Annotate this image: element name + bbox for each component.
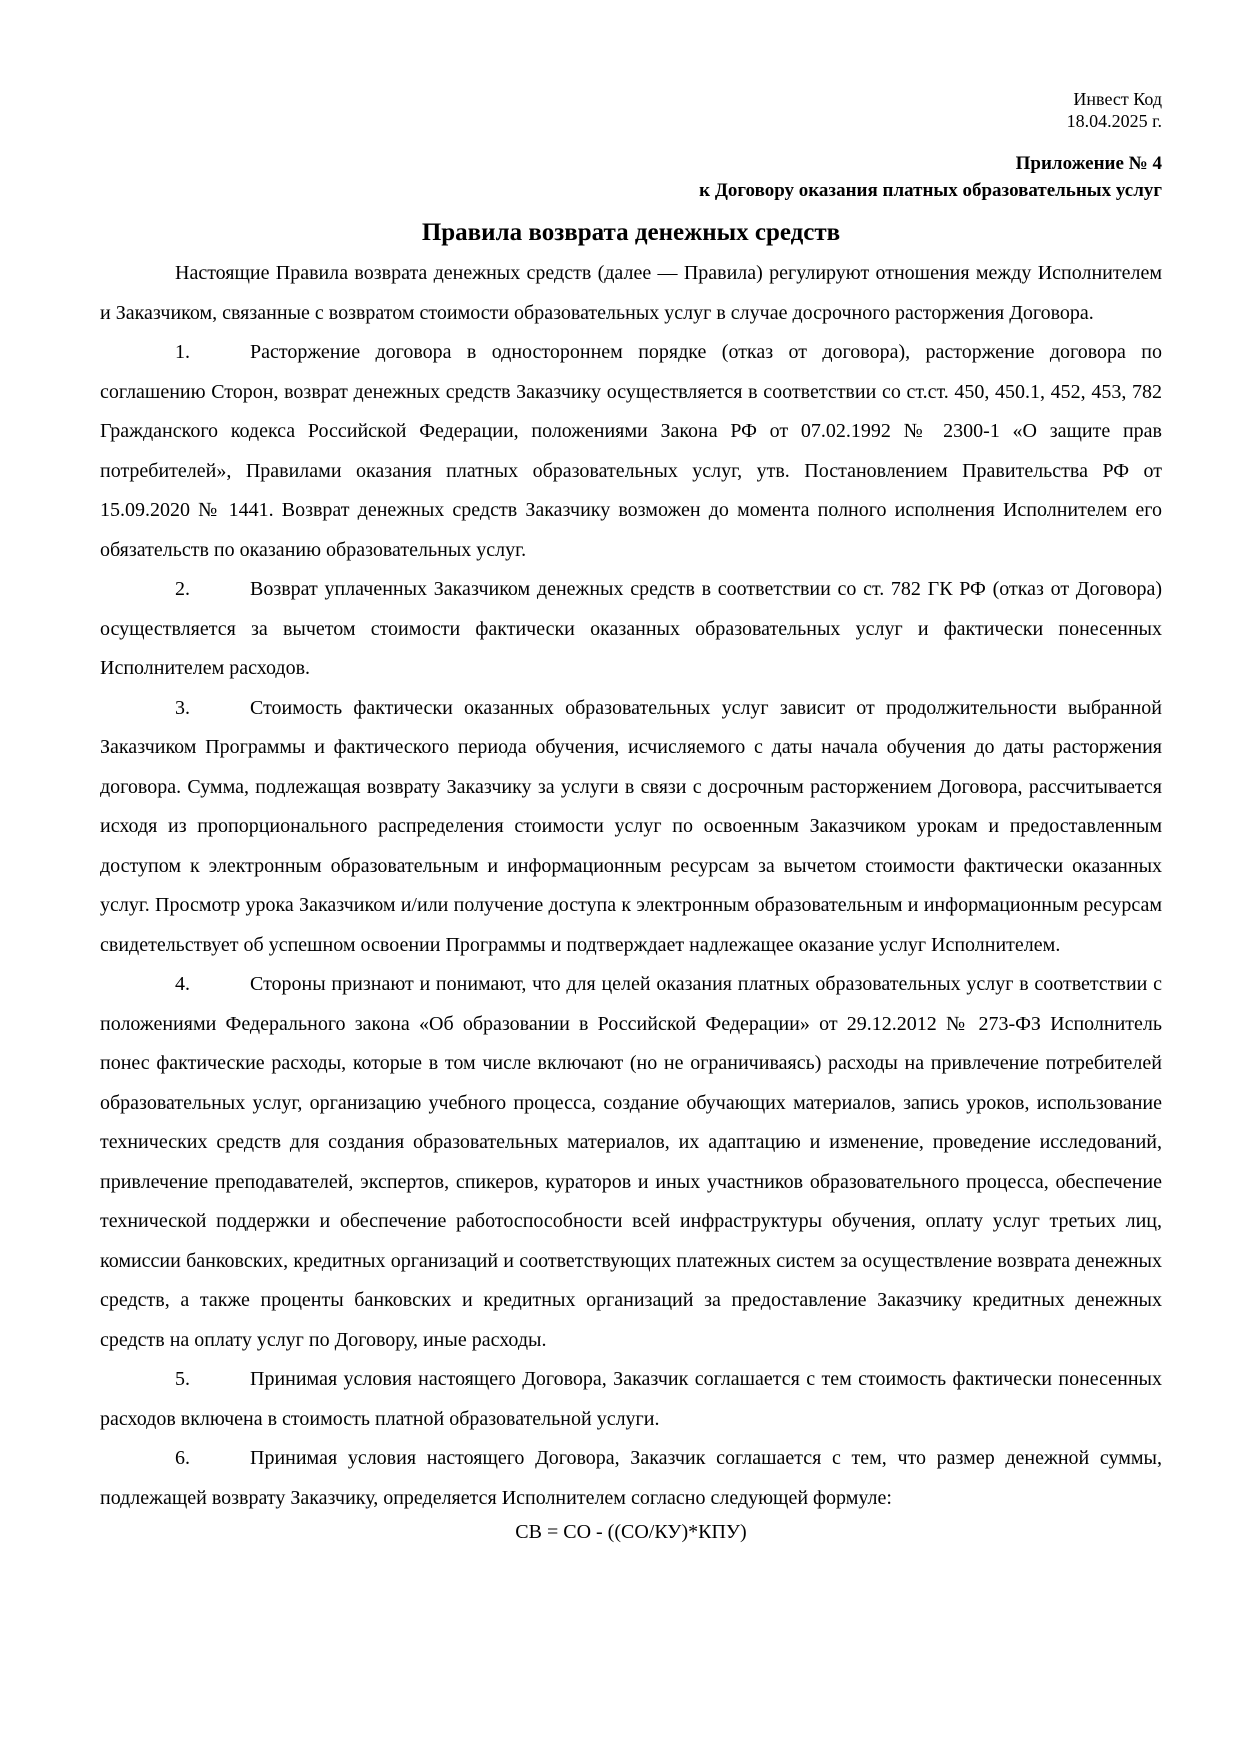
list-item <box>100 689 1162 966</box>
item-number: 6. <box>175 1447 190 1469</box>
document-date: 18.04.2025 г. <box>1066 111 1162 131</box>
list-item <box>100 333 1162 570</box>
item-number: 3. <box>175 696 190 719</box>
item-text: Стоимость фактически оказанных образовательных услуг зависит от продолжительности выбранной Заказчиком Программы и фактического периода обучения, исчисляемого с даты начала обучения до даты расторжения договора. Сумма, подлежащая возврату Заказчику за услуги в связи с досрочным расторжением Договора, рассчитывается исходя из пропорционального распределения стоимости услуг по освоенным Заказчиком урокам и предоставленным доступом к электронным образовательным и информационным ресурсам за вычетом стоимости фактически оказанных услуг. Просмотр урока Заказчиком и/или получение доступа к электронным образовательным и информационным ресурсам свидетельствует об успешном освоении Программы и подтверждает надлежащее оказание услуг Исполнителем. <box>100 696 1162 956</box>
list-item <box>100 1360 1162 1439</box>
appendix-reference: к Договору оказания платных образовательных услуг <box>699 180 1162 201</box>
organization-name: Инвест Код <box>1073 89 1162 109</box>
item-number: 5. <box>175 1368 190 1390</box>
item-number: 2. <box>175 578 190 600</box>
refund-formula: СВ = СО - ((СО/КУ)*КПУ) <box>515 1521 747 1543</box>
item-number: 1. <box>175 341 190 363</box>
item-text: Возврат уплаченных Заказчиком денежных средств в соответствии со ст. 782 ГК РФ (отказ от Договора) осуществляется за вычетом стоимости фактически оказанных образовательных услуг и фактически понесенных Исполнителем расходов. <box>100 578 1162 679</box>
intro-paragraph: Настоящие Правила возврата денежных средств (далее — Правила) регулируют отношения между Исполнителем и Заказчиком, связанные с возвратом стоимости образовательных услуг в случае досрочного расторжения Договора. <box>100 262 1162 324</box>
item-text: Стороны признают и понимают, что для целей оказания платных образовательных услуг в соответствии с положениями Федерального закона «Об образовании в Российской Федерации» от 29.12.2012 № 273-ФЗ Исполнитель понес фактические расходы, которые в том числе включают (но не ограничиваясь) расходы на привлечение потребителей образовательных услуг, организацию учебного процесса, создание обучающих материалов, запись уроков, использование технических средств для создания образовательных материалов, их адаптацию и изменение, проведение исследований, привлечение преподавателей, экспертов, спикеров, кураторов и иных участников образовательного процесса, обеспечение технической поддержки и обеспечение работоспособности всей инфраструктуры обучения, оплату услуг третьих лиц, комиссии банковских, кредитных организаций и соответствующих платежных систем за осуществление возврата денежных средств, а также проценты банковских и кредитных организаций за предоставление Заказчику кредитных денежных средств на оплату услуг по Договору, иные расходы. <box>100 973 1162 1351</box>
appendix-number: Приложение № 4 <box>1015 153 1162 174</box>
item-text: Расторжение договора в одностороннем порядке (отказ от договора), расторжение договора по соглашению Сторон, возврат денежных средств Заказчику осуществляется в соответствии со ст.ст. 450, 450.1, 452, 453, 782 Гражданского кодекса Российской Федерации, положениями Закона РФ от 07.02.1992 № 2300-1 «О защите прав потребителей», Правилами оказания платных образовательных услуг, утв. Постановлением Правительства РФ от 15.09.2020 № 1441. Возврат денежных средств Заказчику возможен до момента полного исполнения Исполнителем его обязательств по оказанию образовательных услуг. <box>100 341 1162 561</box>
list-item <box>100 1439 1162 1518</box>
list-item <box>100 965 1162 1360</box>
item-text: Принимая условия настоящего Договора, Заказчик соглашается с тем стоимость фактически понесенных расходов включена в стоимость платной образовательной услуги. <box>100 1368 1162 1430</box>
list-item <box>100 570 1162 689</box>
page-title: Правила возврата денежных средств <box>421 219 841 246</box>
item-number: 4. <box>175 973 190 995</box>
appendix-heading <box>100 150 1162 204</box>
item-text: Принимая условия настоящего Договора, Заказчик соглашается с тем, что размер денежной суммы, подлежащей возврату Заказчику, определяется Исполнителем согласно следующей формуле: <box>100 1447 1162 1509</box>
document-page <box>100 88 1162 1546</box>
